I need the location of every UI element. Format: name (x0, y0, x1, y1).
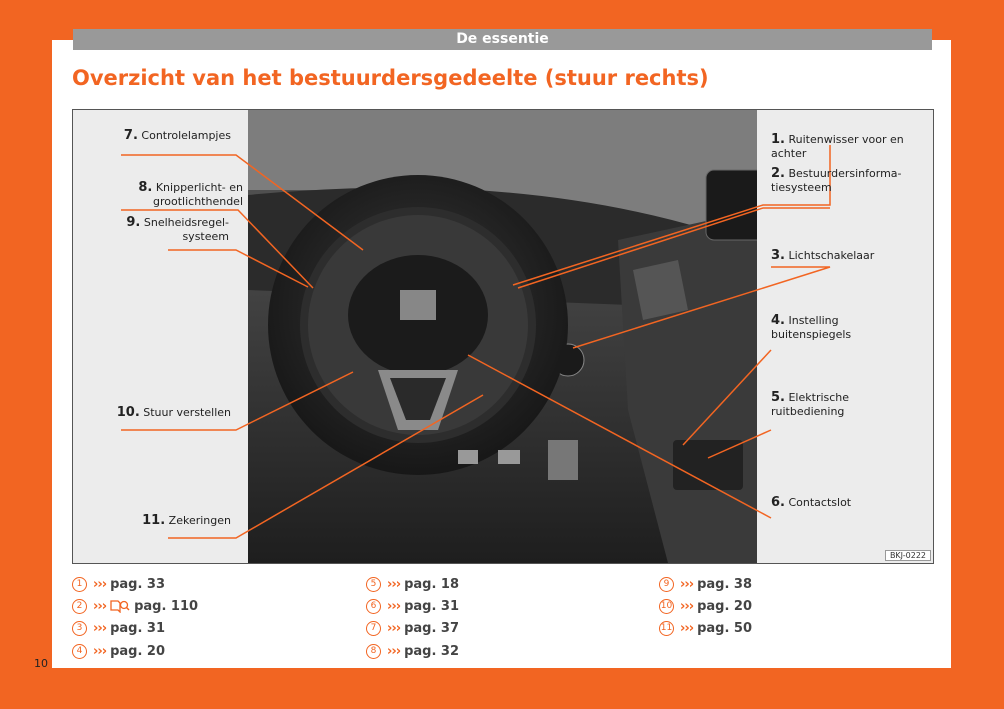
callout-stuur-verstellen: 10. Stuur verstellen (116, 405, 231, 420)
arrows-icon: ››› (93, 598, 107, 614)
reference-item[interactable]: 2 ››› pag. 110 (72, 595, 198, 617)
reference-item[interactable]: 1 ››› pag. 33 (72, 573, 198, 595)
ref-number-circle: 7 (366, 621, 381, 636)
callout-buitenspiegels: 4. Instelling buitenspiegels (771, 313, 852, 341)
ref-number-circle: 5 (366, 577, 381, 592)
arrows-icon: ››› (680, 576, 694, 592)
ref-number-circle: 3 (72, 621, 87, 636)
reference-item[interactable]: 11 ››› pag. 50 (660, 621, 753, 637)
reference-item[interactable]: 5 ››› pag. 18 (366, 573, 459, 595)
reference-item[interactable]: 7 ››› pag. 37 (366, 618, 459, 640)
callout-ruitbediening: 5. Elektrische ruitbediening (771, 390, 850, 418)
reference-item[interactable]: 6 ››› pag. 31 (366, 595, 459, 617)
page-title: Overzicht van het bestuurdersgedeelte (stuur rechts) (72, 66, 709, 90)
callout-snelheidsregel: 9. Snelheidsregel-systeem (126, 215, 229, 243)
book-search-icon (110, 599, 130, 613)
arrows-icon: ››› (93, 621, 107, 637)
reference-item[interactable]: 8 ››› pag. 32 (366, 640, 459, 662)
figure-code: BKJ-0222 (885, 550, 931, 561)
callout-lichtschakelaar: 3. Lichtschakelaar (771, 248, 875, 263)
page-number: 10 (34, 657, 48, 670)
arrows-icon: ››› (93, 576, 107, 592)
callout-controlelampjes: 7. Controlelampjes (123, 128, 231, 143)
ref-number-circle: 8 (366, 644, 381, 659)
arrows-icon: ››› (680, 621, 694, 637)
ref-number-circle: 11 (659, 621, 674, 636)
arrows-icon: ››› (387, 643, 401, 659)
reference-column-3 (659, 573, 752, 640)
ref-number-circle: 10 (659, 599, 674, 614)
reference-column-2 (366, 573, 459, 662)
ref-number-circle: 9 (659, 577, 674, 592)
arrows-icon: ››› (387, 576, 401, 592)
reference-column-1 (72, 573, 198, 662)
arrows-icon: ››› (93, 643, 107, 659)
reference-item[interactable]: 9 ››› pag. 38 (659, 573, 752, 595)
arrows-icon: ››› (387, 598, 401, 614)
callout-zekeringen: 11. Zekeringen (142, 513, 231, 528)
arrows-icon: ››› (680, 598, 694, 614)
dashboard-figure (72, 109, 934, 564)
reference-item[interactable]: 4 ››› pag. 20 (72, 640, 198, 662)
ref-number-circle: 6 (366, 599, 381, 614)
callout-knipperlicht: 8. Knipperlicht- en grootlichthendel (138, 180, 243, 208)
section-header: De essentie (73, 29, 932, 50)
callout-ruitenwisser: 1. Ruitenwisser voor en achter (771, 132, 904, 160)
reference-item[interactable]: 3 ››› pag. 31 (72, 618, 198, 640)
callout-contactslot: 6. Contactslot (771, 495, 852, 510)
ref-number-circle: 2 (72, 599, 87, 614)
arrows-icon: ››› (387, 621, 401, 637)
reference-item[interactable]: 10 ››› pag. 20 (660, 598, 753, 614)
ref-number-circle: 4 (72, 644, 87, 659)
callout-bestuurdersinformatie: 2. Bestuurdersinforma-tiesysteem (771, 166, 902, 194)
ref-number-circle: 1 (72, 577, 87, 592)
